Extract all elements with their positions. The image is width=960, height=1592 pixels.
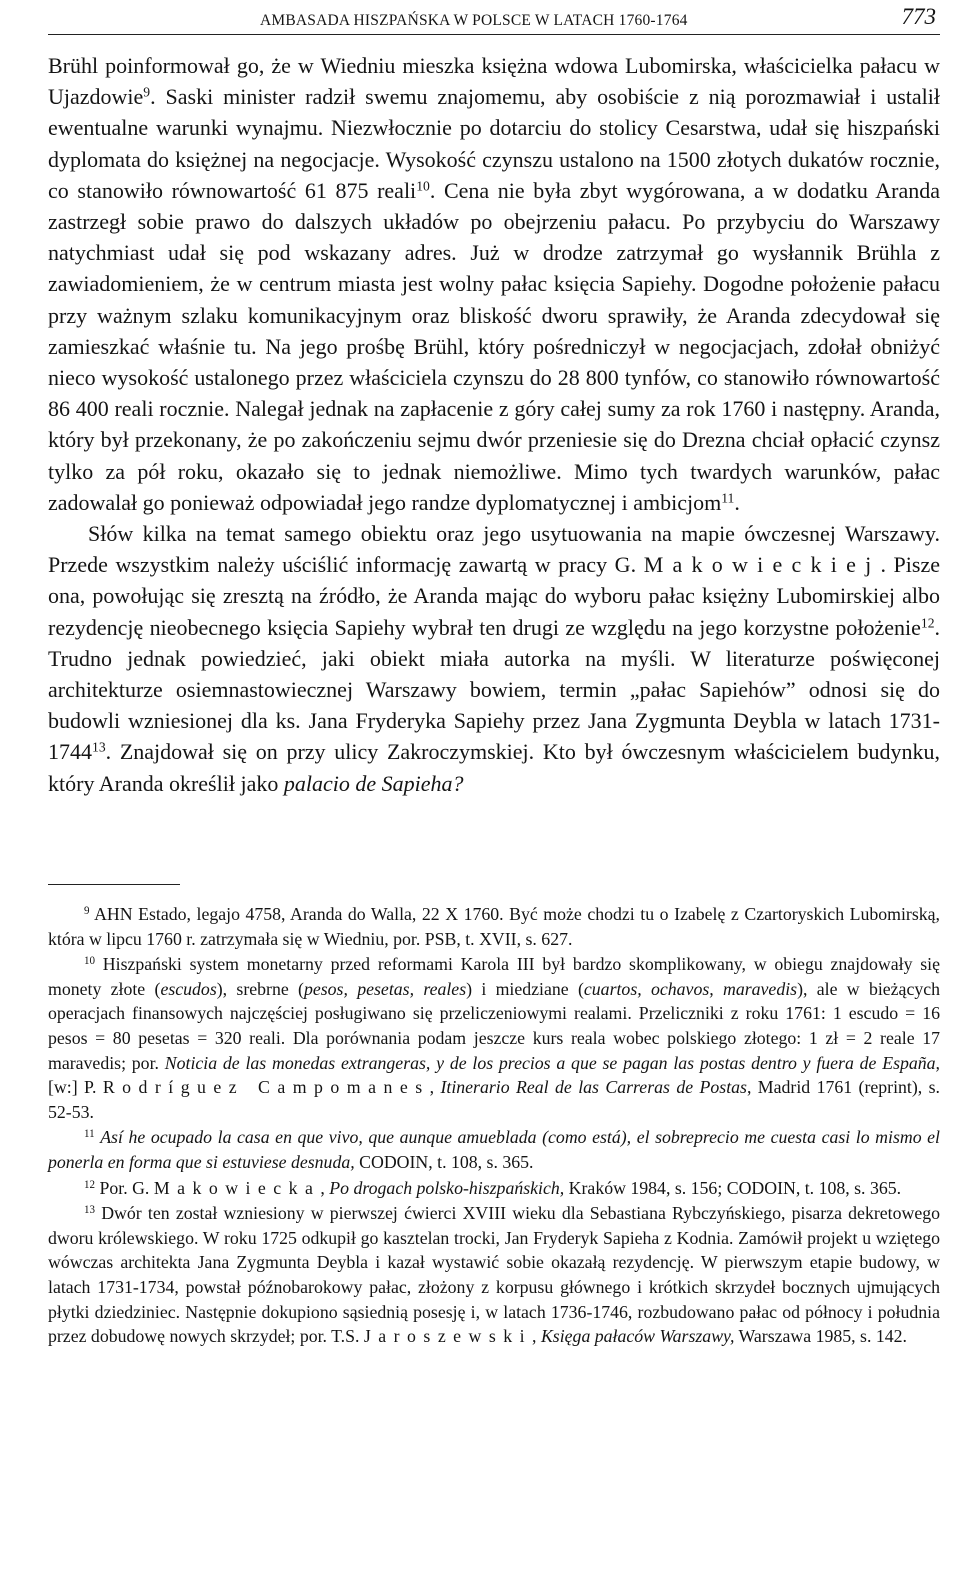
italic-phrase: cuartos, ochavos, maravedis bbox=[583, 978, 798, 999]
footnote-text: , bbox=[532, 1326, 541, 1347]
text-run: . Saski minister radził swemu znajomemu, aby osobiście z nią porozmawiał i ustalił ewentualne warunki wynajmu. Niezwłocznie po dotarciu do stolicy Cesarstwa, udał się hiszpański dyplomata do księżnej na negocjacje. Wysokość czynszu ustalono na 1500 złotych dukatów rocznie, co stanowiło równowartość 61 875 reali bbox=[48, 84, 940, 203]
page-header bbox=[48, 4, 940, 35]
text-run: . bbox=[734, 489, 740, 515]
footnote-11 bbox=[48, 1125, 940, 1174]
footnote-number: 13 bbox=[84, 1204, 96, 1217]
footnote-ref: 12 bbox=[920, 615, 935, 631]
footnotes bbox=[48, 902, 940, 1350]
italic-phrase: Po drogach polsko-hiszpańskich, bbox=[329, 1177, 565, 1198]
footnote-12 bbox=[48, 1176, 940, 1201]
text-run: . Trudno jednak powiedzieć, jaki obiekt miała autorka na myśli. W literaturze poświęconej architekturze osiemnastowiecznej Warszawy bowiem, termin „pałac Sapiehów” odnosi się do budowli wzniesionej dla ks. Jana Fryderyka Sapiehy przez Jana Zygmunta Deybla w latach 1731-1744 bbox=[48, 614, 940, 765]
footnote-text: [w:] P. bbox=[48, 1077, 103, 1098]
footnote-number: 10 bbox=[84, 955, 96, 968]
main-text bbox=[48, 50, 940, 799]
footnote-text: Por. G. bbox=[99, 1177, 154, 1198]
footnote-number: 12 bbox=[84, 1178, 96, 1191]
running-head: AMBASADA HISZPAŃSKA W POLSCE W LATACH 1760-1764 bbox=[260, 12, 688, 29]
page-number: 773 bbox=[901, 4, 936, 29]
italic-phrase: Noticia de las monedas extrangeras, y de los precios a que se pagan las postas dentro y fuera de España, bbox=[164, 1052, 940, 1073]
italic-phrase: pesos, pesetas, reales bbox=[303, 978, 467, 999]
footnote-text: Hiszpański system monetarny przed reformami Karola III był bardzo skomplikowany, w obiegu znajdowały się monety złote ( bbox=[48, 954, 940, 999]
author-name-spaced: Jaroszewski bbox=[363, 1326, 533, 1347]
text-run: Brühl poinformował go, że w Wiedniu mieszka księżna wdowa Lubomirska, właścicielka pałacu w Ujazdowie bbox=[48, 53, 940, 110]
footnote-ref: 11 bbox=[721, 490, 735, 506]
footnote-text: , Madrid 1761 (reprint), s. 52-53. bbox=[48, 1077, 940, 1122]
footnote-ref: 9 bbox=[143, 84, 151, 100]
footnote-text: Kraków 1984, s. 156; CODOIN, t. 108, s. 365. bbox=[564, 1177, 902, 1198]
footnote-ref: 13 bbox=[92, 739, 106, 755]
footnote-text: Dwór ten został wzniesiony w pierwszej ćwierci XVIII wieku dla Sebastiana Rybczyńskiego, pisarza dekretowego dworu królewskiego. W roku 1725 odkupił go kasztelan trocki, Jan Fryderyk Sapieha z Kodnia. Zamówił projekt u wziętego wówczas architekta Jana Zygmunta Deybla i kazał wystawić sobie okazałą rezydencję. W pierwszym etapie budowy, w latach 1731-1734, powstał późnobarokowy pałac, złożony z korpusu głównego i krótkich skrzydeł bocznych ujmujących płytki dziedziniec. Następnie dokupiono sąsiednią posesję i, w latach 1736-1746, rozbudowano pałac od północy i południa przez dobudowę nowych skrzydeł; por. T.S. bbox=[48, 1203, 940, 1347]
italic-phrase: palacio de Sapieha? bbox=[283, 770, 464, 796]
text-run: . Znajdował się on przy ulicy Zakroczymskiej. Kto był ówczesnym właścicielem budynku, który Aranda określił jako bbox=[48, 739, 940, 796]
footnote-separator bbox=[48, 884, 180, 885]
footnote-number: 11 bbox=[84, 1128, 95, 1141]
italic-phrase: Itinerario Real de las Carreras de Postas bbox=[440, 1077, 747, 1098]
footnote-text: ), srebrne ( bbox=[216, 978, 304, 999]
author-name-spaced: Makowieckiej bbox=[643, 552, 881, 578]
footnote-text: ), ale w bieżących operacjach finansowych najczęściej posługiwano się przeliczeniowymi realami. Przeliczniki z roku 1761: 1 escudo = 16 pesos = 80 pesetas = 320 reali. Dla porównania podam jeszcze kurs reala wobec polskiego złotego: 1 zł = 2 reale 17 maravedis; por. bbox=[48, 978, 941, 1073]
paragraph-1 bbox=[48, 50, 940, 518]
italic-phrase: escudos bbox=[160, 978, 217, 999]
footnote-text: AHN Estado, legajo 4758, Aranda do Walla, 22 X 1760. Być może chodzi tu o Izabelę z Czartoryskich Lubomirską, która w lipcu 1760 r. zatrzymała się w Wiedniu, por. PSB, t. XVII, s. 627. bbox=[48, 904, 940, 949]
footnote-text: , bbox=[320, 1177, 330, 1198]
footnote-text: CODOIN, t. 108, s. 365. bbox=[354, 1151, 534, 1172]
footnote-10 bbox=[48, 952, 940, 1124]
text-run: . Cena nie była zbyt wygórowana, a w dodatku Aranda zastrzegł sobie prawo do dalszych układów po obejrzeniu pałacu. Po przybyciu do Warszawy natychmiast udał się pod wskazany adres. Już w drodze zatrzymał go wysłannik Brühla z zawiadomieniem, że w centrum miasta jest wolny pałac księcia Sapiehy. Dogodne położenie pałacu przy ważnym szlaku komunikacyjnym oraz bliskość dworu sprawiły, że Aranda zdecydował się zamieszkać właśnie tu. Na jego prośbę Brühl, który pośredniczył w negocjacjach, zdołał obniżyć nieco wysokość ustalonego przez właściciela czynszu do 28 800 tynfów, co stanowiło równowartość 86 400 reali rocznie. Nalegał jednak na zapłacenie z góry całej sumy za rok 1760 i następny. Aranda, który był przekonany, że po zakończeniu sejmu dwór przeniesie się do Drezna chciał opłacić czynsz tylko za pół roku, okazało się to jednak niemożliwe. Mimo tych twardych warunków, pałac zadowalał go ponieważ odpowiadał jego randze dyplomatycznej i ambicjom bbox=[48, 177, 941, 515]
footnote-number: 9 bbox=[84, 904, 90, 917]
footnote-text: Warszawa 1985, s. 142. bbox=[734, 1326, 907, 1347]
footnote-13 bbox=[48, 1201, 940, 1349]
author-name-spaced: Rodríguez Campomanes bbox=[102, 1077, 430, 1098]
footnote-9 bbox=[48, 902, 940, 951]
author-name-spaced: Makowiecka bbox=[153, 1177, 321, 1198]
text-run: Słów kilka na temat samego obiektu oraz jego usytuowania na mapie ówczesnej Warszawy. Przede wszystkim należy uściślić informację zawartą w pracy G. bbox=[48, 521, 940, 578]
paragraph-2 bbox=[48, 518, 940, 799]
italic-phrase: Księga pałaców Warszawy, bbox=[540, 1326, 735, 1347]
italic-phrase: Así he ocupado la casa en que vivo, que aunque amueblada (como está), el sobreprecio me cuesta casi lo mismo el ponerla en forma que si estuviese desnuda, bbox=[48, 1127, 940, 1172]
footnote-ref: 10 bbox=[416, 178, 430, 194]
footnote-text: ) i miedziane ( bbox=[466, 978, 584, 999]
text-run: . Pisze ona, powołując się zresztą na źródło, że Aranda mając do wyboru pałac księżny Lubomirskiej albo rezydencję nieobecnego księcia Sapiehy wybrał ten drugi ze względu na jego korzystne położenie bbox=[48, 552, 940, 640]
footnote-text: , bbox=[429, 1077, 441, 1098]
